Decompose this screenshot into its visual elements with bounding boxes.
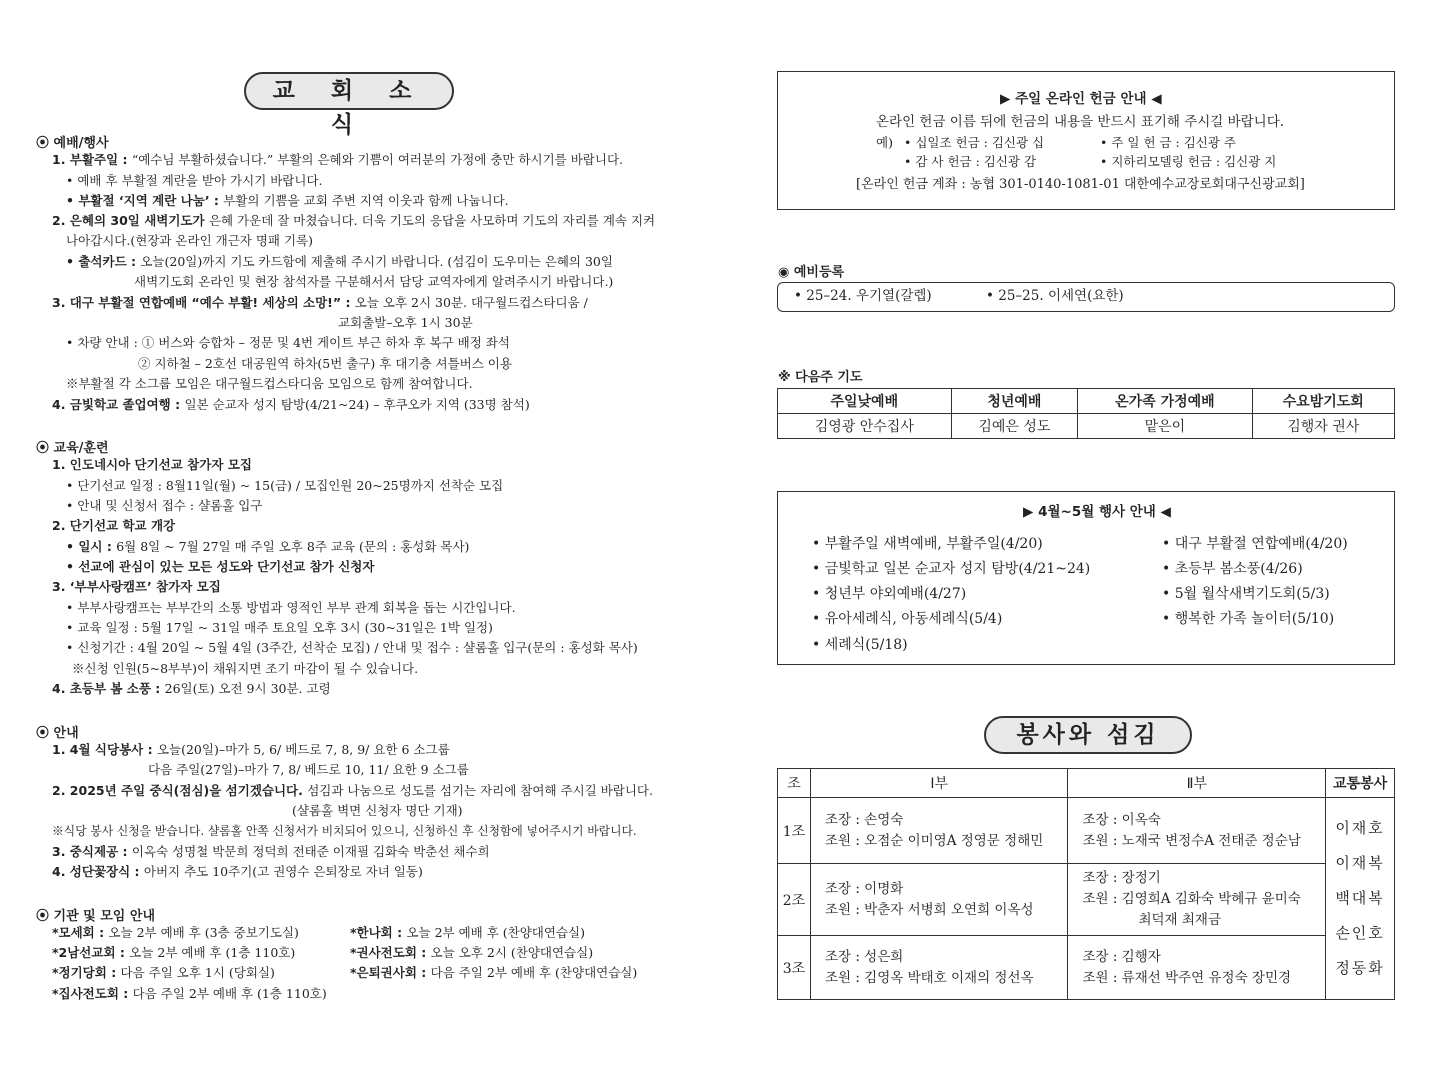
notice-line-7: 4. 성단꽃장식 : 아버지 추도 10주기(고 권영수 은퇴장로 자녀 일동) (52, 864, 423, 879)
edu-line-2: • 단기선교 일정 : 8월11일(월) ~ 15(금) / 모집인원 20~25명까지 선착순 모집 (66, 478, 504, 493)
prayer-col-wednesday: 수요밤기도회 (1252, 389, 1394, 414)
events-title: ▶ 4월~5월 행사 안내 ◀ (1023, 504, 1171, 520)
edu-line-4: 2. 단기선교 학교 개강 (52, 518, 176, 533)
offering-account: [온라인 헌금 계좌 : 농협 301-0140-1081-01 대한예수교장로회대구신광교회] (856, 177, 1305, 192)
service-col-traffic: 교통봉사 (1326, 769, 1395, 798)
edu-line-12: 4. 초등부 봄 소풍 : 26일(토) 오전 9시 30분. 고령 (52, 681, 331, 696)
prayer-col-family: 온가족 가정예배 (1078, 389, 1252, 414)
worship-line-11: ② 지하철 – 2호선 대공원역 하차(5번 출구) 후 대기층 셔틀버스 이용 (138, 356, 512, 371)
edu-line-8: • 부부사랑캠프는 부부간의 소통 방법과 영적인 부부 관계 회복을 돕는 시간입니다. (66, 600, 516, 615)
service-row-1-part2: 조장 : 이옥숙 조원 : 노재국 변정수A 전태준 정순남 (1068, 798, 1326, 864)
event-right-2: • 초등부 봄소풍(4/26) (1162, 561, 1303, 577)
offering-ex-tithe: • 십일조 헌금 : 김신광 십 (904, 135, 1045, 150)
service-group-3: 3조 (778, 936, 811, 1000)
edu-line-11: ※신청 인원(5~8부부)이 채워지면 조기 마감이 될 수 있습니다. (72, 661, 419, 676)
service-row-2-part1: 조장 : 이명화 조원 : 박춘자 서병희 오연희 이옥성 (810, 864, 1068, 936)
worship-line-3: • 부활절 ‘지역 계란 나눔’ : 부활의 기쁨을 교회 주변 지역 이웃과 함께 나눕니다. (66, 193, 509, 208)
worship-line-8: 3. 대구 부활절 연합예배 “예수 부활! 세상의 소망!” : 오늘 오후 2시 30분. 대구월드컵스타디움 / (52, 295, 588, 310)
event-right-3: • 5월 월삭새벽기도회(5/3) (1162, 586, 1330, 602)
groups-header: ⦿ 기관 및 모임 안내 (36, 909, 156, 924)
notice-line-6: 3. 중식제공 : 이옥숙 성명철 박문희 정덕희 전태준 이재필 김화숙 박춘선 채수희 (52, 844, 490, 859)
service-row-3-part1: 조장 : 성은희 조원 : 김영옥 박태호 이재의 정선옥 (810, 936, 1068, 1000)
service-title: 봉사와 섬김 (984, 716, 1192, 754)
edu-line-1: 1. 인도네시아 단기선교 참가자 모집 (52, 457, 252, 472)
service-group-1: 1조 (778, 798, 811, 864)
edu-line-10: • 신청기간 : 4월 20일 ~ 5월 4일 (3주간, 선착순 모집) / 안내 및 접수 : 샬롬홀 입구(문의 : 홍성화 목사) (66, 640, 638, 655)
service-group-2: 2조 (778, 864, 811, 936)
offering-desc: 온라인 헌금 이름 뒤에 헌금의 내용을 반드시 표기해 주시길 바랍니다. (876, 114, 1285, 130)
group-session: *정기당회 : 다음 주일 오후 1시 (당회실) (52, 965, 275, 980)
notice-line-2: 다음 주일(27일)–마가 7, 8/ 베드로 10, 11/ 요한 9 소그룹 (148, 762, 469, 777)
worship-line-5: 나아갑시다.(현장과 온라인 개근자 명패 기록) (66, 233, 313, 248)
event-left-4: • 유아세례식, 아동세례식(5/4) (812, 611, 1003, 627)
notice-line-4: (샬롬홀 벽면 신청자 명단 기재) (292, 803, 463, 818)
edu-line-6: • 선교에 관심이 있는 모든 성도와 단기선교 참가 신청자 (66, 559, 375, 574)
service-col-group: 조 (778, 769, 811, 798)
prayer-col-sunday: 주일낮예배 (778, 389, 952, 414)
offering-ex-sunday: • 주 일 헌 금 : 김신광 주 (1100, 135, 1236, 150)
prereg-item-2: • 25–25. 이세연(요한) (986, 288, 1124, 304)
worship-line-10: • 차량 안내 : ① 버스와 승합차 – 정문 및 4번 게이트 부근 하차 후 복구 배정 좌석 (66, 335, 510, 350)
event-left-2: • 금빛학교 일본 순교자 성지 탐방(4/21~24) (812, 561, 1091, 577)
event-left-5: • 세례식(5/18) (812, 637, 908, 653)
prayer-name-wednesday: 김행자 권사 (1252, 414, 1394, 439)
worship-line-12: ※부활절 각 소그룹 모임은 대구월드컵스타디움 모임으로 함께 참여합니다. (66, 376, 473, 391)
prayer-table (777, 388, 1395, 439)
offering-title: ▶ 주일 온라인 헌금 안내 ◀ (1000, 91, 1162, 107)
group-deacons: *집사전도회 : 다음 주일 2부 예배 후 (1층 110호) (52, 986, 327, 1001)
worship-line-9: 교회출발–오후 1시 30분 (338, 315, 473, 330)
prayer-header: ※ 다음주 기도 (778, 370, 863, 385)
edu-line-3: • 안내 및 신청서 접수 : 샬롬홀 입구 (66, 498, 263, 513)
group-2men: *2남선교회 : 오늘 2부 예배 후 (1층 110호) (52, 945, 296, 960)
event-right-4: • 행복한 가족 놀이터(5/10) (1162, 611, 1335, 627)
notice-line-1: 1. 4월 식당봉사 : 오늘(20일)–마가 5, 6/ 베드로 7, 8, 9/ 요한 6 소그룹 (52, 742, 450, 757)
edu-header: ⦿ 교육/훈련 (36, 441, 109, 456)
service-row-3-part2: 조장 : 김행자 조원 : 류재선 박주연 유정숙 장민경 (1068, 936, 1326, 1000)
worship-line-2: • 예배 후 부활절 계란을 받아 가시기 바랍니다. (66, 173, 323, 188)
offering-ex-label: 예) (876, 135, 893, 150)
group-hannah: *한나회 : 오늘 2부 예배 후 (찬양대연습실) (350, 925, 585, 940)
service-row-1-part1: 조장 : 손영숙 조원 : 오점순 이미영A 정영문 정해민 (810, 798, 1068, 864)
edu-line-9: • 교육 일정 : 5월 17일 ~ 31일 매주 토요일 오후 3시 (30~31일은 1박 일정) (66, 620, 493, 635)
service-traffic-list: 이재호 이재복 백대복 손인호 정동화 (1326, 798, 1395, 1000)
edu-line-5: • 일시 : 6월 8일 ~ 7월 27일 매 주일 오후 8주 교육 (문의 : 홍성화 목사) (66, 539, 470, 554)
worship-line-4: 2. 은혜의 30일 새벽기도가 은혜 가운데 잘 마쳤습니다. 더욱 기도의 응답을 사모하며 기도의 자리를 계속 지켜 (52, 213, 656, 228)
notice-line-5: ※식당 봉사 신청을 받습니다. 샬롬홀 안쪽 신청서가 비치되어 있으니, 신청하신 후 신청함에 넣어주시기 바랍니다. (52, 824, 637, 838)
worship-header: ⦿ 예배/행사 (36, 136, 109, 151)
notice-line-3: 2. 2025년 주일 중식(점심)을 섬기겠습니다. 섬김과 나눔으로 성도를 섬기는 자리에 참여해 주시길 바랍니다. (52, 783, 653, 798)
event-left-3: • 청년부 야외예배(4/27) (812, 586, 967, 602)
edu-line-7: 3. ‘부부사랑캠프’ 참가자 모집 (52, 579, 221, 594)
prayer-name-family: 맡은이 (1078, 414, 1252, 439)
worship-line-7: 새벽기도회 온라인 및 현장 참석자를 구분해서서 담당 교역자에게 알려주시기 바랍니다.) (134, 274, 614, 289)
service-table (777, 768, 1395, 1000)
prayer-name-sunday: 김영광 안수집사 (778, 414, 952, 439)
prayer-col-youth: 청년예배 (951, 389, 1078, 414)
event-left-1: • 부활주일 새벽예배, 부활주일(4/20) (812, 536, 1043, 552)
worship-line-6: • 출석카드 : 오늘(20일)까지 기도 카드함에 제출해 주시기 바랍니다. (섬김이 도우미는 은혜의 30일 (66, 254, 613, 269)
group-retired: *은퇴권사회 : 다음 주일 2부 예배 후 (찬양대연습실) (350, 965, 638, 980)
event-right-1: • 대구 부활절 연합예배(4/20) (1162, 536, 1348, 552)
service-col-part2: Ⅱ부 (1068, 769, 1326, 798)
service-row-2-part2: 조장 : 장정기 조원 : 김영희A 김화숙 박혜규 윤미숙 최덕재 최재금 (1068, 864, 1326, 936)
news-title: 교 회 소 식 (244, 72, 454, 110)
prereg-header: ◉ 예비등록 (778, 265, 845, 280)
offering-ex-remodel: • 지하리모델링 헌금 : 김신광 지 (1100, 154, 1277, 169)
prereg-item-1: • 25–24. 우기열(갈렙) (794, 288, 932, 304)
worship-line-13: 4. 금빛학교 졸업여행 : 일본 순교자 성지 탐방(4/21~24) – 후쿠오카 지역 (33명 참석) (52, 397, 530, 412)
group-elders-mission: *권사전도회 : 오늘 오후 2시 (찬양대연습실) (350, 945, 594, 960)
offering-ex-thanks: • 감 사 헌금 : 김신광 감 (904, 154, 1037, 169)
service-col-part1: Ⅰ부 (810, 769, 1068, 798)
worship-line-1: 1. 부활주일 : “예수님 부활하셨습니다.” 부활의 은혜와 기쁨이 여러분의 가정에 충만 하시기를 바랍니다. (52, 152, 624, 167)
group-moses: *모세회 : 오늘 2부 예배 후 (3층 중보기도실) (52, 925, 299, 940)
prayer-name-youth: 김예은 성도 (951, 414, 1078, 439)
notice-header: ⦿ 안내 (36, 726, 79, 741)
